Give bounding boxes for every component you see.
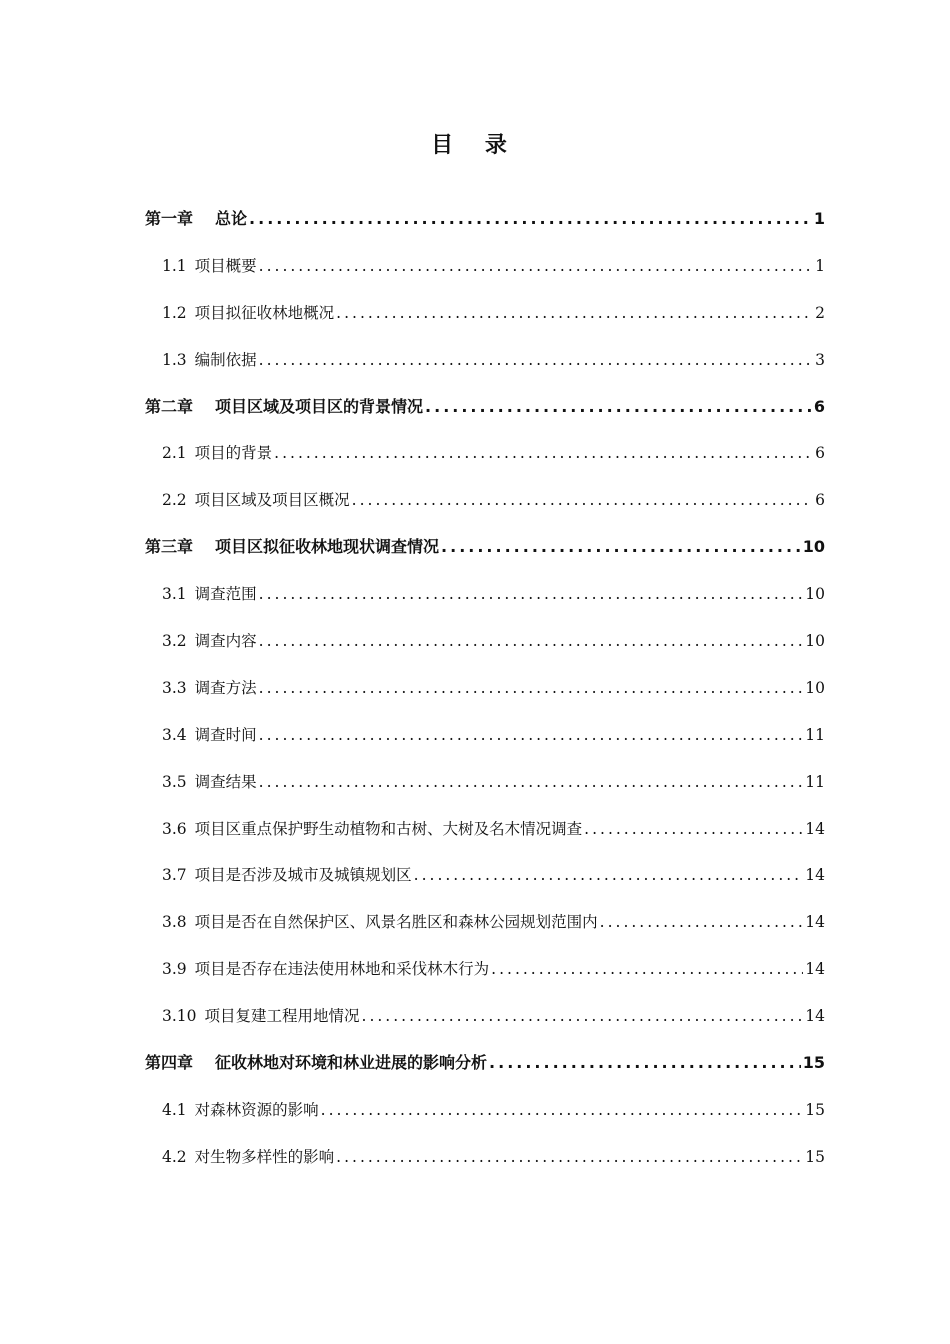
toc-entry-title: 项目区拟征收林地现状调查情况 <box>215 537 440 557</box>
toc-entry-number: 3.10 <box>162 1007 197 1026</box>
toc-entry-number: 1.3 <box>162 350 187 369</box>
toc-page-number: 15 <box>805 1147 825 1166</box>
toc-dot-leader <box>321 1087 804 1134</box>
toc-entry-heading <box>162 946 489 993</box>
toc-entry-heading <box>162 806 582 853</box>
toc-entry-number: 3.4 <box>162 725 187 744</box>
toc-entry-heading <box>162 1134 334 1181</box>
toc-section-entry[interactable] <box>145 806 825 853</box>
toc-entry-title: 调查范围 <box>194 585 257 604</box>
toc-section-entry[interactable] <box>145 946 825 993</box>
toc-entry-heading <box>162 571 257 618</box>
toc-dot-leader <box>489 1040 801 1087</box>
toc-entry-title: 项目是否涉及城市及城镇规划区 <box>194 866 412 885</box>
toc-section-entry[interactable] <box>145 290 825 337</box>
toc-dot-leader <box>249 196 812 243</box>
toc-entry-number: 第一章 <box>145 209 194 228</box>
toc-section-entry[interactable] <box>145 899 825 946</box>
toc-dot-leader <box>425 384 812 431</box>
toc-chapter-entry[interactable] <box>145 196 825 243</box>
toc-entry-title: 征收林地对环境和林业进展的影响分析 <box>215 1053 488 1073</box>
toc-entry-number: 3.9 <box>162 960 187 979</box>
toc-entry-number: 3.2 <box>162 632 187 651</box>
toc-chapter-entry[interactable] <box>145 384 825 431</box>
toc-section-entry[interactable] <box>145 337 825 384</box>
toc-dot-leader <box>491 946 803 993</box>
toc-dot-leader <box>259 243 813 290</box>
toc-section-entry[interactable] <box>145 712 825 759</box>
toc-entry-heading <box>145 524 439 571</box>
toc-page-number: 14 <box>805 819 825 838</box>
toc-entry-title: 项目区域及项目区的背景情况 <box>215 396 424 416</box>
toc-page-number: 14 <box>805 913 825 932</box>
toc-dot-leader <box>336 290 813 337</box>
toc-page-number: 14 <box>805 960 825 979</box>
toc-page-number: 6 <box>815 444 825 463</box>
toc-dot-leader <box>600 899 804 946</box>
toc-section-entry[interactable] <box>145 665 825 712</box>
toc-chapter-entry[interactable] <box>145 524 825 571</box>
toc-page-number: 15 <box>802 1053 825 1073</box>
toc-section-entry[interactable] <box>145 618 825 665</box>
toc-entry-heading <box>162 899 598 946</box>
toc-dot-leader <box>441 524 801 571</box>
toc-entry-title: 对生物多样性的影响 <box>194 1147 335 1166</box>
toc-dot-leader <box>259 618 804 665</box>
toc-dot-leader <box>362 993 804 1040</box>
toc-section-entry[interactable] <box>145 571 825 618</box>
toc-dot-leader <box>274 430 813 477</box>
toc-page-number: 6 <box>813 396 825 416</box>
toc-page-number: 11 <box>805 725 825 744</box>
toc-page-number: 10 <box>805 585 825 604</box>
toc-page-number: 1 <box>813 209 825 228</box>
toc-entry-heading <box>162 430 272 477</box>
toc-entry-heading <box>145 384 423 431</box>
table-of-contents <box>145 196 825 1181</box>
page-title: 目 录 <box>431 133 519 158</box>
toc-entry-number: 第四章 <box>145 1053 194 1073</box>
toc-section-entry[interactable] <box>145 477 825 524</box>
toc-entry-number: 3.5 <box>162 772 187 791</box>
toc-entry-title: 调查方法 <box>194 678 257 697</box>
toc-entry-title: 项目是否存在违法使用林地和采伐林木行为 <box>194 960 490 979</box>
toc-entry-number: 3.1 <box>162 585 187 604</box>
toc-entry-title: 调查时间 <box>194 725 257 744</box>
toc-entry-number: 1.2 <box>162 303 187 322</box>
toc-dot-leader <box>259 712 804 759</box>
toc-entry-title: 项目复建工程用地情况 <box>204 1007 360 1026</box>
toc-entry-title: 调查内容 <box>194 632 257 651</box>
toc-entry-title: 项目概要 <box>194 256 257 275</box>
toc-entry-number: 4.1 <box>162 1100 187 1119</box>
toc-entry-heading <box>162 712 257 759</box>
toc-entry-number: 4.2 <box>162 1147 187 1166</box>
toc-entry-heading <box>162 1087 319 1134</box>
toc-page-number: 6 <box>815 491 825 510</box>
toc-entry-number: 2.1 <box>162 444 187 463</box>
toc-entry-number: 3.3 <box>162 678 187 697</box>
toc-entry-heading <box>162 243 257 290</box>
toc-page-number: 3 <box>815 350 825 369</box>
toc-section-entry[interactable] <box>145 1134 825 1181</box>
toc-entry-title: 对森林资源的影响 <box>194 1100 319 1119</box>
toc-entry-title: 项目区重点保护野生动植物和古树、大树及名木情况调查 <box>194 819 583 838</box>
toc-page-number: 10 <box>805 632 825 651</box>
toc-page-number: 10 <box>805 678 825 697</box>
toc-entry-heading <box>162 993 360 1040</box>
toc-entry-heading <box>162 477 350 524</box>
toc-dot-leader <box>352 477 813 524</box>
toc-section-entry[interactable] <box>145 852 825 899</box>
toc-entry-title: 总论 <box>215 209 248 228</box>
toc-section-entry[interactable] <box>145 430 825 477</box>
toc-entry-heading <box>162 618 257 665</box>
toc-entry-number: 第三章 <box>145 537 194 557</box>
toc-entry-number: 3.7 <box>162 866 187 885</box>
toc-entry-heading <box>162 852 412 899</box>
toc-dot-leader <box>259 571 804 618</box>
toc-page-number: 11 <box>805 772 825 791</box>
toc-dot-leader <box>414 852 804 899</box>
toc-page-number: 14 <box>805 866 825 885</box>
toc-page-number: 10 <box>802 537 825 557</box>
toc-page-number: 14 <box>805 1007 825 1026</box>
toc-dot-leader <box>259 759 804 806</box>
toc-entry-number: 3.8 <box>162 913 187 932</box>
toc-dot-leader <box>336 1134 803 1181</box>
toc-entry-heading <box>162 290 334 337</box>
toc-page-number: 1 <box>815 256 825 275</box>
toc-dot-leader <box>259 665 804 712</box>
toc-entry-heading <box>162 665 257 712</box>
toc-page-number: 15 <box>805 1100 825 1119</box>
toc-entry-title: 项目拟征收林地概况 <box>194 303 335 322</box>
toc-dot-leader <box>584 806 803 853</box>
toc-entry-heading <box>162 337 257 384</box>
toc-entry-title: 调查结果 <box>194 772 257 791</box>
toc-dot-leader <box>259 337 813 384</box>
toc-section-entry[interactable] <box>145 243 825 290</box>
toc-entry-title: 项目是否在自然保护区、风景名胜区和森林公园规划范围内 <box>194 913 598 932</box>
toc-chapter-entry[interactable] <box>145 1040 825 1087</box>
toc-entry-heading <box>145 196 247 243</box>
toc-section-entry[interactable] <box>145 993 825 1040</box>
toc-entry-title: 项目的背景 <box>194 444 273 463</box>
toc-section-entry[interactable] <box>145 759 825 806</box>
toc-entry-number: 2.2 <box>162 491 187 510</box>
toc-entry-heading <box>162 759 257 806</box>
toc-page-number: 2 <box>815 303 825 322</box>
toc-entry-title: 项目区域及项目区概况 <box>194 491 350 510</box>
toc-entry-title: 编制依据 <box>194 350 257 369</box>
toc-entry-number: 3.6 <box>162 819 187 838</box>
toc-section-entry[interactable] <box>145 1087 825 1134</box>
toc-entry-heading <box>145 1040 487 1087</box>
toc-entry-number: 第二章 <box>145 396 194 416</box>
toc-entry-number: 1.1 <box>162 256 187 275</box>
